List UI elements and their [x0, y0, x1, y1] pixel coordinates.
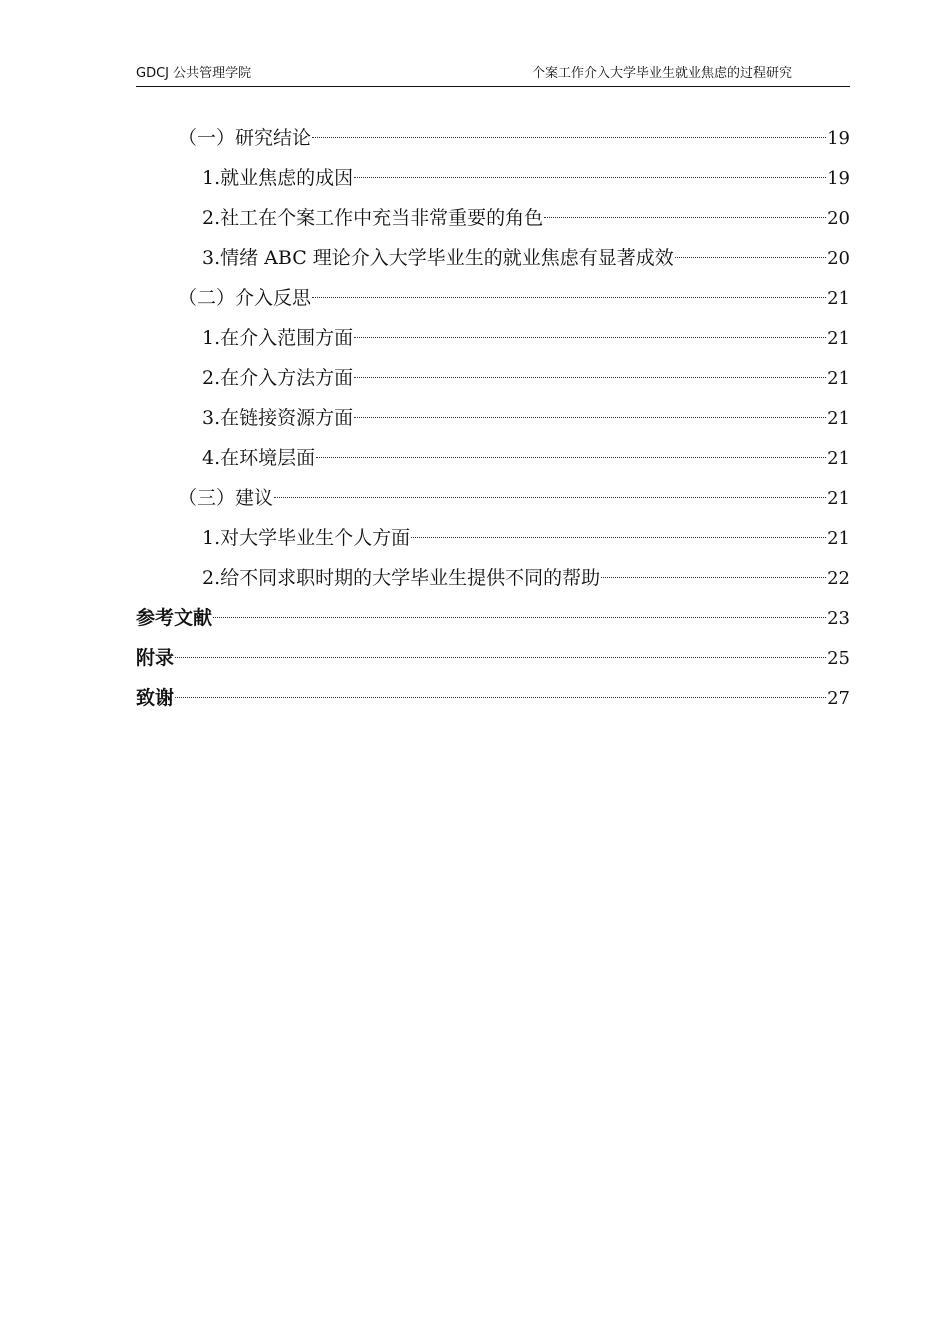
toc-entry-page-number: 19 [827, 168, 850, 189]
toc-entry-page-number: 21 [827, 408, 850, 429]
toc-entry-page-number: 21 [827, 288, 850, 309]
toc-entry-page-number: 20 [827, 208, 850, 229]
toc-entry[interactable] [136, 238, 850, 278]
toc-entry-title: 3.情绪 ABC 理论介入大学毕业生的就业焦虑有显著成效 [202, 247, 674, 269]
toc-dot-leader [316, 457, 826, 458]
toc-dot-leader [544, 217, 826, 218]
toc-entry-title: （三）建议 [178, 487, 274, 509]
toc-entry-title: （一）研究结论 [178, 127, 312, 149]
page-header [136, 62, 850, 87]
toc-entry-page-number: 21 [827, 528, 850, 549]
toc-entry[interactable] [136, 518, 850, 558]
toc-entry-title: 2.在介入方法方面 [202, 367, 354, 389]
toc-entry[interactable] [136, 638, 850, 678]
toc-entry-page-number: 22 [827, 568, 850, 589]
toc-entry[interactable] [136, 398, 850, 438]
toc-entry-title: （二）介入反思 [178, 287, 312, 309]
toc-entry-title: 1.就业焦虑的成因 [202, 167, 354, 189]
toc-dot-leader [312, 297, 826, 298]
header-thesis-title: 个案工作介入大学毕业生就业焦虑的过程研究 [531, 66, 792, 81]
toc-entry-title: 1.对大学毕业生个人方面 [202, 527, 411, 549]
toc-dot-leader [175, 697, 826, 698]
toc-entry[interactable] [136, 598, 850, 638]
toc-entry-title: 2.社工在个案工作中充当非常重要的角色 [202, 207, 544, 229]
toc-entry[interactable] [136, 678, 850, 718]
toc-dot-leader [354, 417, 826, 418]
toc-entry-page-number: 23 [827, 608, 850, 629]
toc-dot-leader [411, 537, 826, 538]
toc-entry[interactable] [136, 478, 850, 518]
toc-entry[interactable] [136, 558, 850, 598]
table-of-contents [136, 118, 850, 718]
toc-dot-leader [312, 137, 826, 138]
toc-entry-title: 1.在介入范围方面 [202, 327, 354, 349]
toc-entry[interactable] [136, 358, 850, 398]
toc-entry[interactable] [136, 318, 850, 358]
toc-entry-page-number: 21 [827, 448, 850, 469]
toc-entry-title: 附录 [136, 647, 175, 669]
toc-entry-title: 3.在链接资源方面 [202, 407, 354, 429]
toc-dot-leader [274, 497, 826, 498]
toc-dot-leader [354, 337, 826, 338]
toc-dot-leader [213, 617, 826, 618]
toc-entry-title: 参考文献 [136, 607, 213, 629]
toc-entry[interactable] [136, 198, 850, 238]
toc-entry-page-number: 21 [827, 328, 850, 349]
toc-entry-title: 2.给不同求职时期的大学毕业生提供不同的帮助 [202, 567, 601, 589]
toc-entry-page-number: 21 [827, 368, 850, 389]
toc-dot-leader [175, 657, 826, 658]
toc-entry[interactable] [136, 438, 850, 478]
toc-entry[interactable] [136, 278, 850, 318]
toc-dot-leader [354, 377, 826, 378]
toc-entry-title: 4.在环境层面 [202, 447, 316, 469]
toc-dot-leader [354, 177, 826, 178]
toc-entry-page-number: 20 [827, 248, 850, 269]
toc-entry-page-number: 27 [827, 688, 850, 709]
toc-entry[interactable] [136, 118, 850, 158]
header-institution: GDCJ 公共管理学院 [136, 66, 252, 81]
toc-entry-page-number: 25 [827, 648, 850, 669]
toc-dot-leader [601, 577, 826, 578]
toc-dot-leader [675, 257, 826, 258]
toc-entry-page-number: 19 [827, 128, 850, 149]
toc-entry-page-number: 21 [827, 488, 850, 509]
toc-entry-title: 致谢 [136, 687, 175, 709]
toc-entry[interactable] [136, 158, 850, 198]
